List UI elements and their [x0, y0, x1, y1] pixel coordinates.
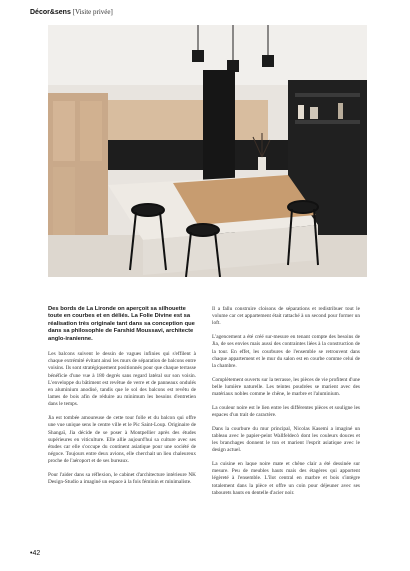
- article-column-left: [48, 306, 196, 493]
- section-label: [Visite privée]: [72, 8, 113, 16]
- page-number: •42: [30, 550, 41, 557]
- article-paragraph: Il a fallu construire cloisons de séparations et redistribuer tout le volume car cet appartement était rattaché à un second pour former un loft.: [212, 306, 360, 327]
- kitchen-photo: [48, 25, 367, 277]
- article-column-right: [212, 306, 360, 503]
- article-paragraph: Dans la courbure du mur principal, Nicolas Kasemi a imaginé un tableau avec le papier-peint Wallfeldecò dont les couleurs douces et les branchages donnent le ton et marient l'esprit asiatique avec le design actuel.: [212, 425, 360, 454]
- page-header: [30, 8, 113, 17]
- article-paragraph: Pour l'aider dans sa réflexion, le cabinet d'architecture intérieure NK Design-Studio a imaginé un espace à la fois féminin et minimaliste.: [48, 472, 196, 486]
- article-paragraph: Jia est tombée amoureuse de cette tour folle et du balcon qui offre une vue unique sens le centre ville et le Pic Saint-Loup. Originaire de Shangaï, Jia décide de se poser à Montpellier après des études supérieures en viticulture. Elle allie aujourd'hui sa culture avec ses études car elle s'occupe du continent asiatique pour une société de négoce. Toujours entre deux avions, elle cherchait un lieu chaleureux proche de l'aéroport et de ses bureaux.: [48, 415, 196, 465]
- article-lead: Des bords de La Lironde on aperçoit sa silhouette toute en courbes et en déliés. La Folie Divine est sa réalisation très originale tant dans sa conception que dans sa philosophie de Farshid Moussavi, architecte anglo-iranienne.: [48, 306, 195, 342]
- article-paragraph: La couleur noire est le lien entre les différentes pièces et souligne les espaces d'un trait de caractère.: [212, 404, 360, 418]
- magazine-brand: Décor&sens: [30, 9, 71, 16]
- article-paragraph: Complètement ouverts sur la terrasse, les pièces de vie profitent d'une belle lumière naturelle. Les teintes poudrées se marient avec des matériaux nobles comme le chêne, le marbre et l'aluminium.: [212, 376, 360, 398]
- article-paragraph: Les balcons suivent le dessin de vagues infinies qui s'effilent à chaque extrémité évitant ainsi les murs de séparation de balcons entre voisins. Ils sont stratégiquement positionnés pour que chaque terrasse bénéficie d'une vue à 180 degrés sans regard latéral sur son voisin. L'enveloppe du bâtiment est revêtue de verre et de panneaux ondulés en aluminium anodisé, tandis que le sol des balcons est revêtu de lames de bois afin de réduire au minimum les besoins d'entretien dans le temps.: [48, 351, 196, 408]
- article-paragraph: L'agencement a été créé sur-mesure en tenant compte des besoins de Jia, de ses envies mais aussi des contraintes liées à la construction de la tour. En effet, les courbures de l'ensemble se retrouvent dans chaque appartement et le mur du salon est en courbe comme celui de la chambre.: [212, 334, 360, 369]
- article-paragraph: La cuisine en laque noire mate et chêne clair a été dessinée sur mesure. Peu de meubles hauts mais des étagères qui apportent légèreté à l'ensemble. L'îlot central en marbre et bois s'intègre totalement dans la pièce et offre un coin pour déjeuner avec ses tabourets hauts en dentelle d'acier noir.: [212, 460, 360, 496]
